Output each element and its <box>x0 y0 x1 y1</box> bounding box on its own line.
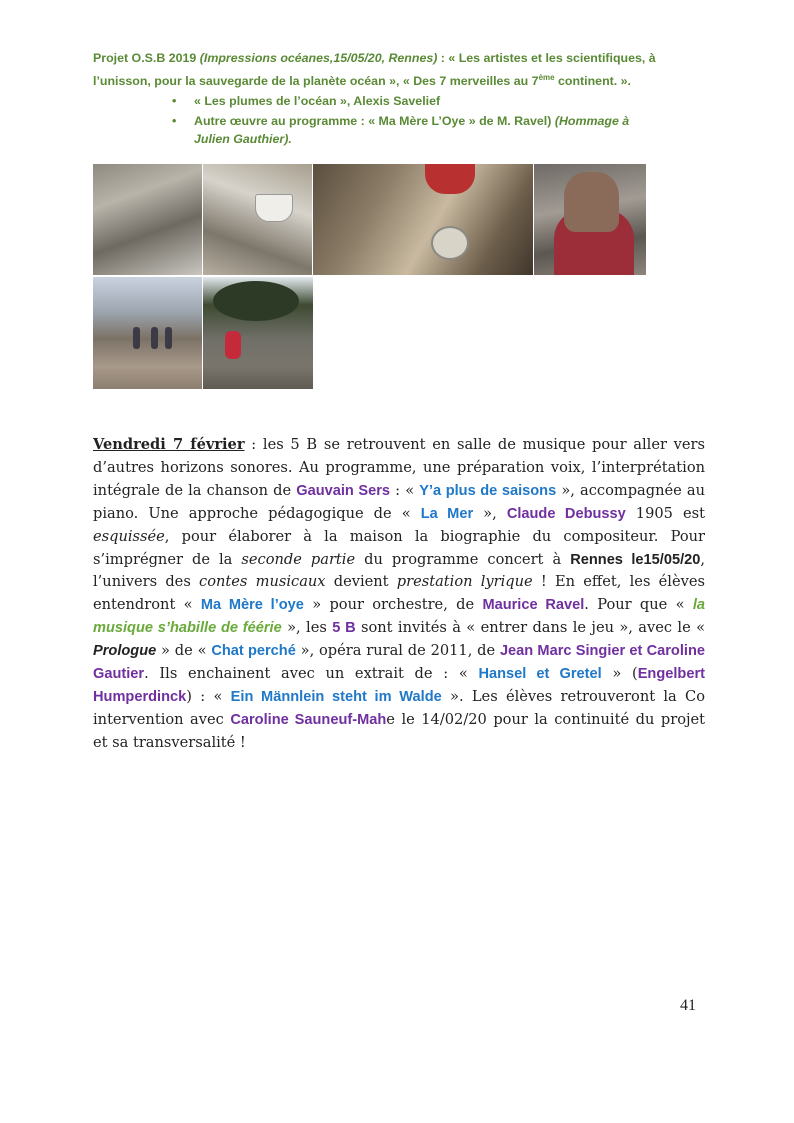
bullet-text: « Les plumes de l’océan », Alexis Savelief <box>194 94 441 108</box>
work-title: Hansel et Gretel <box>478 666 602 683</box>
composer-name: Engelbert Humperdinck <box>93 666 706 705</box>
project-header <box>93 49 693 91</box>
bullet-text-italic: (Hommage à Julien Gauthier). <box>194 113 630 146</box>
hair-shape <box>564 172 619 232</box>
bullet-text: Autre œuvre au programme : « Ma Mère L’Oye » de M. Ravel) <box>194 113 555 128</box>
person-shape <box>165 327 172 349</box>
header-text-b: : « Les artistes et les scientifiques, à l’unisson, pour la sauvegarde de la planète océan », « Des 7 merveilles au 7 <box>93 51 656 89</box>
red-jacket-shape <box>425 164 475 194</box>
program-bullet-list <box>172 92 652 150</box>
bullet-dot: • <box>172 94 177 108</box>
header-text-c: continent. ». <box>554 74 631 89</box>
work-title: La Mer <box>420 505 474 522</box>
text-run: » pour orchestre, de <box>303 596 483 614</box>
date-heading: Vendredi 7 février <box>93 436 245 453</box>
text-run: : les 5 B se retrouvent en salle de musique pour aller vers d’autres horizons sonores. Au programme, une préparation voix, l’interprétation intégrale de la chanson de <box>93 436 705 499</box>
bullet-dot: • <box>172 113 177 128</box>
text-run: », accompagnée au piano. Une approche pédagogique de « <box>93 481 705 522</box>
person-name: Caroline Sauneuf-Mah <box>230 711 387 728</box>
header-superscript: ème <box>538 73 555 82</box>
work-title: Ma Mère l’oye <box>200 597 304 614</box>
text-run: ) : « <box>186 687 231 705</box>
photo-pine-tree-wall <box>203 277 313 389</box>
text-run: », les <box>281 619 333 637</box>
text-run: . Ils enchainent avec un extrait de : « <box>144 665 479 683</box>
person-shape <box>133 327 140 349</box>
artist-name: Gauvain Sers <box>296 482 391 499</box>
text-run: , pour élaborer à la maison la biographie du compositeur. Pour s’imprégner de la <box>93 527 705 568</box>
bullet-item <box>172 92 652 111</box>
header-text-italic: (Impressions océanes,15/05/20, Rennes) <box>199 51 438 65</box>
text-run: , l’univers des <box>93 550 705 591</box>
work-title: Ein Männlein steht im Walde <box>230 688 442 705</box>
work-part: Prologue <box>93 643 157 660</box>
text-run: ». Les élèves retrouveront la Co intervention avec <box>93 687 705 728</box>
composer-name: Jean Marc Singier et Caroline Gautier <box>93 643 705 683</box>
composer-name: Claude Debussy <box>506 505 626 522</box>
cup-shape <box>431 226 469 260</box>
photo-student-kneeling <box>534 164 646 275</box>
text-run: sont invités à « entrer dans le jeu », avec le « <box>355 619 705 637</box>
text-italic: prestation lyrique <box>396 573 533 591</box>
activity-paragraph <box>93 434 705 755</box>
text-run: ! En effet, les élèves entendront « <box>93 573 705 614</box>
photo-beach-sand-1 <box>93 164 202 275</box>
class-name: 5 B <box>332 620 356 637</box>
text-run: » de « <box>156 642 212 660</box>
text-run: », opéra rural de 2011, de <box>295 642 500 660</box>
text-italic: contes musicaux <box>199 573 326 591</box>
bullet-item <box>172 112 652 149</box>
text-run: » ( <box>601 665 638 683</box>
photo-beach-group <box>93 277 202 389</box>
person-shape <box>225 331 241 359</box>
text-run: . Pour que « <box>584 596 693 614</box>
text-run: du programme concert à <box>355 550 571 568</box>
tree-shape <box>213 281 299 321</box>
text-run: », <box>473 504 507 522</box>
photo-bucket <box>203 164 312 275</box>
text-italic: esquissée <box>93 527 165 545</box>
text-run: 1905 est <box>625 504 705 522</box>
composer-name: Maurice Ravel <box>482 597 585 614</box>
work-title: Chat perché <box>211 643 296 660</box>
photo-students-collecting <box>313 164 533 275</box>
header-text-a: Projet O.S.B 2019 <box>93 51 200 65</box>
text-run: : « <box>390 481 420 499</box>
concert-date: Rennes le15/05/20 <box>570 551 701 568</box>
text-run: devient <box>325 573 397 591</box>
text-run: e le 14/02/20 pour la continuité du projet et sa transversalité ! <box>93 710 706 751</box>
quote-highlight: la musique s’habille de féérie <box>93 597 706 637</box>
bucket-shape <box>255 194 293 222</box>
text-italic: seconde partie <box>241 550 356 568</box>
page-number: 41 <box>680 997 696 1014</box>
song-title: Y’a plus de saisons <box>419 482 557 499</box>
person-shape <box>151 327 158 349</box>
